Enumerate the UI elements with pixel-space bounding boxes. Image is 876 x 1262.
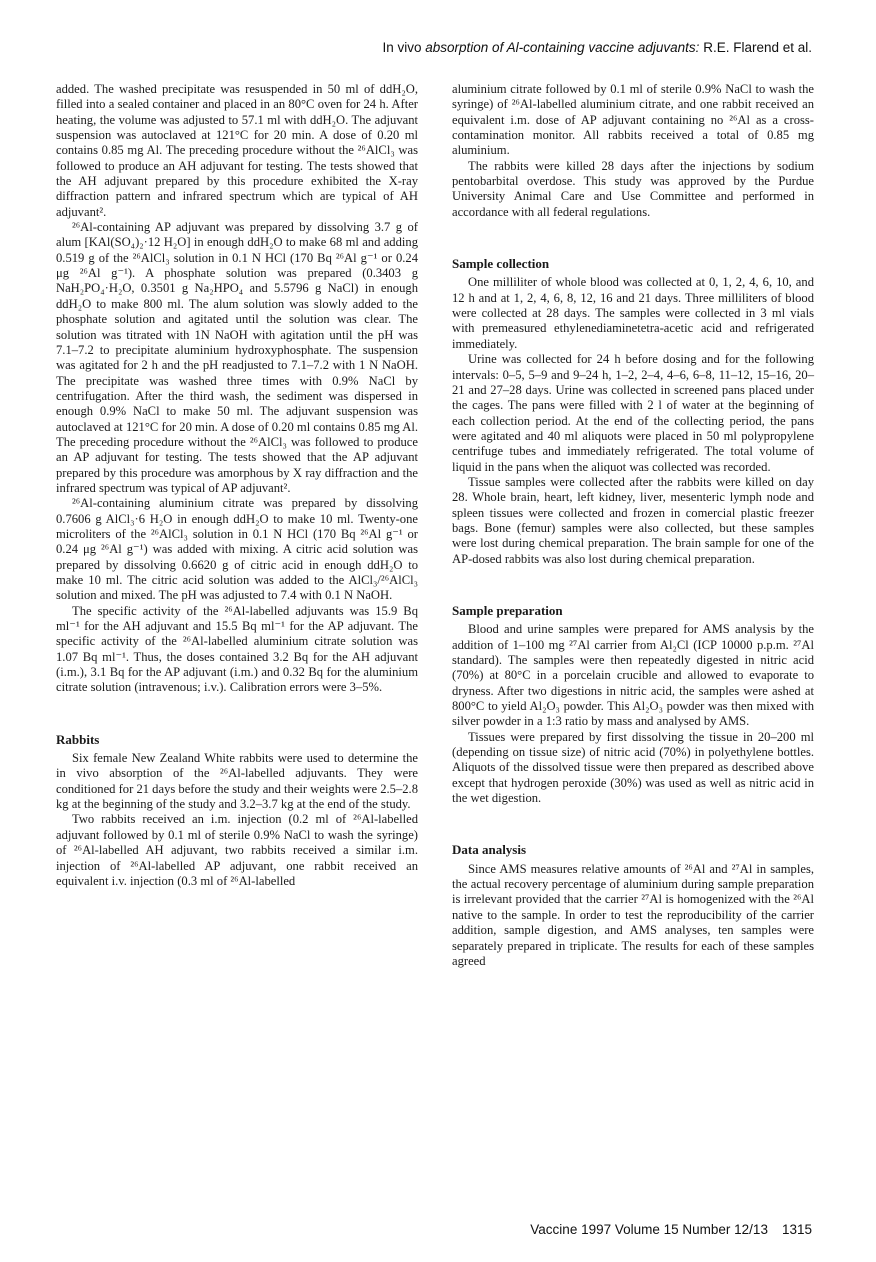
paragraph: Urine was collected for 24 h before dosing and for the following intervals: 0–5, 5–9 and 9–24 h, 1–2, 2–4, 4–6, 6–8, 11–12, 15–16, 20–21 and 27–28 days. Urine was collected in screened pans placed under the cages. The pans were filled with 2 l of water at the beginning of each collection period. At the end of the collecting period, the pans were agitated and 40 ml aliquots were placed in 50 ml polypropylene centrifuge tubes and immediately refrigerated. The total volume of liquid in the pans when the aliquot was collected was recorded. [452,352,814,474]
section-heading-rabbits: Rabbits [56,731,100,747]
paragraph: Tissue samples were collected after the rabbits were killed on day 28. Whole brain, heart, left kidney, liver, mesenteric lymph node and spleen tissues were collected and frozen in comercial plastic freezer bags. Bone (femur) samples were also collected, but these samples were lost during chemical preparation. The brain sample for one of the AP-dosed rabbits was also lost during chemical preparation. [452,474,814,566]
section-heading-sample-collection: Sample collection [452,256,550,272]
paragraph: Blood and urine samples were prepared for AMS analysis by the addition of 1–100 mg ²⁷Al carrier from Al₂Cl (ICP 10000 p.p.m. ²⁷Al standard). The samples were then repeatedly digested in nitric acid (70%) at 80°C in a porcelain crucible and allowed to evaporate to dryness. After two digestions in nitric acid, the samples were ashed at 800°C to yield Al₂O₃ powder. This Al₂O₃ powder was then mixed with silver powder in a 1:3 ratio by mass and analysed by AMS. [452,622,814,729]
header-prefix: In vivo [382,40,426,55]
header-title: absorption of Al-containing vaccine adjuvants: [425,40,700,55]
header-authors: R.E. Flarend et al. [699,40,812,55]
running-header [56,40,812,55]
journal-citation: Vaccine 1997 Volume 15 Number 12/13 [530,1222,768,1237]
section-heading-data-analysis: Data analysis [452,842,527,858]
spacer [452,806,814,828]
paragraph: Two rabbits received an i.m. injection (0.2 ml of ²⁶Al-labelled adjuvant followed by 0.1 ml of sterile 0.9% NaCl to wash the syringe) of ²⁶Al-labelled AH adjuvant, two rabbits received a similar i.m. injection of ²⁶Al-labelled AP adjuvant, one rabbit received an equivalent i.v. injection (0.3 ml of ²⁶Al-labelled [56,812,418,888]
right-column [452,82,814,969]
left-column [56,82,418,889]
paragraph: ²⁶Al-containing aluminium citrate was prepared by dissolving 0.7606 g AlCl₃·6 H₂O in enough ddH₂O to make 10 ml. Twenty-one microliters of the ²⁶AlCl₃ solution in 0.1 N HCl (170 Bq ²⁶Al g⁻¹ or 0.24 μg ²⁶Al g⁻¹) was added with mixing. A citric acid solution was prepared by dissolving 0.6620 g of citric acid in enough ddH₂O to make 10 ml. The citric acid solution was added to the AlCl₃/²⁶AlCl₃ solution and mixed. The pH was adjusted to 7.4 with 0.1 N NaOH. [56,496,418,603]
paragraph: The rabbits were killed 28 days after the injections by sodium pentobarbital overdose. This study was approved by the Purdue University Animal Care and Use Committee and performed in accordance with all federal regulations. [452,158,814,219]
paragraph: aluminium citrate followed by 0.1 ml of sterile 0.9% NaCl to wash the syringe) of ²⁶Al-labelled aluminium citrate, and one rabbit received an equivalent i.m. dose of AP adjuvant containing no ²⁶Al as a cross-contamination monitor. All rabbits received a total of 0.85 mg aluminium. [452,82,814,158]
paragraph: Six female New Zealand White rabbits were used to determine the in vivo absorption of the ²⁶Al-labelled adjuvants. They were conditioned for 21 days before the study and their weights were 2.5–2.8 kg at the beginning of the study and 3.2–3.7 kg at the end of the study. [56,751,418,812]
page-number: 1315 [781,1222,812,1237]
page-footer [530,1222,812,1237]
paragraph: The specific activity of the ²⁶Al-labelled adjuvants was 15.9 Bq ml⁻¹ for the AH adjuvant and 15.5 Bq ml⁻¹ for the AP adjuvant. The specific activity of the ²⁶Al-labelled aluminium citrate solution was 1.07 Bq ml⁻¹. Thus, the doses contained 3.2 Bq for the AH adjuvant (i.m.), 3.1 Bq for the AP adjuvant (i.m.) and 0.32 Bq for the aluminium citrate solution (intravenous; i.v.). Calibration errors were 3–5%. [56,603,418,695]
paragraph: One milliliter of whole blood was collected at 0, 1, 2, 4, 6, 10, and 12 h and at 1, 2, 4, 6, 8, 12, 16 and 21 days. Three milliliters of blood were collected at 28 days. The samples were collected in 3 ml vials with premeasured ethylenediaminetetra-acetic acid and refrigerated immediately. [452,275,814,351]
spacer [452,220,814,242]
spacer [452,567,814,589]
spacer [56,696,418,718]
paragraph: Since AMS measures relative amounts of ²⁶Al and ²⁷Al in samples, the actual recovery percentage of aluminium during sample preparation is irrelevant provided that the carrier ²⁷Al is homogenized with the ²⁶Al native to the sample. In order to test the reproducibility of the carrier addition, sample digestion, and AMS analyses, ten samples were separately prepared in triplicate. The results for each of these samples agreed [452,861,814,968]
section-heading-sample-preparation: Sample preparation [452,602,563,618]
paragraph: ²⁶Al-containing AP adjuvant was prepared by dissolving 3.7 g of alum [KAl(SO₄)₂·12 H₂O] in enough ddH₂O to make 68 ml and adding 0.519 g of the ²⁶AlCl₃ solution in 0.1 N HCl (170 Bq ²⁶Al g⁻¹ or 0.24 μg ²⁶Al g⁻¹). A phosphate solution was prepared (0.3403 g NaH₂PO₄·H₂O, 0.3501 g Na₂HPO₄ and 5.5796 g NaCl) in enough ddH₂O to make 800 ml. The alum solution was slowly added to the phosphate solution and agitated until the solution was clear. The solution was titrated with 1N NaOH with agitation until the pH was 7.1–7.2 to precipitate aluminium hydroxyphosphate. The suspension was agitated for 2 h and the pH readjusted to 7.1–7.2 with 1 N NaOH. The precipitate was washed three times with 0.9% NaCl by centrifugation. After the third wash, the sediment was dispersed in enough 0.9% NaCl to make 50 ml. The adjuvant suspension was autoclaved at 121°C for 20 min. A dose of 0.20 ml contains 0.85 mg Al. The preceding procedure without the ²⁶AlCl₃ was followed to produce an AP adjuvant for testing. The tests showed that the AP adjuvant prepared by this procedure was amorphous by X ray diffraction and the infrared spectrum was typical of AP adjuvant². [56,220,418,495]
paragraph: Tissues were prepared by first dissolving the tissue in 20–200 ml (depending on tissue size) of nitric acid (70%) in polyethylene bottles. Aliquots of the dissolved tissue were then prepared as described above except that hydrogen peroxide (30%) was used as well as nitric acid in the wet digestion. [452,729,814,806]
paragraph: added. The washed precipitate was resuspended in 50 ml of ddH₂O, filled into a sealed container and placed in an 80°C oven for 24 h. After heating, the volume was adjusted to 57.1 ml with ddH₂O. The adjuvant suspension was autoclaved at 121°C for 20 min. A dose of 0.20 ml contains 0.85 mg Al. The preceding procedure without the ²⁶AlCl₃ was followed to produce an AH adjuvant for testing. The tests showed that the AH adjuvant prepared by this procedure exhibited the X-ray diffraction pattern and infrared spectrum which are typical of AH adjuvant². [56,82,418,219]
